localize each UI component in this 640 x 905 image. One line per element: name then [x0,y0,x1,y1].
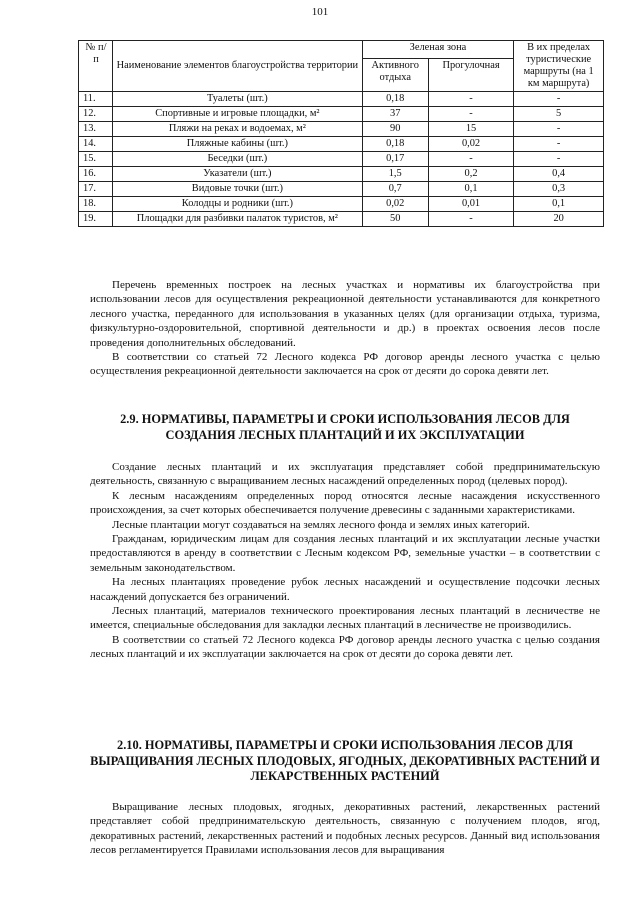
row-active: 90 [362,122,428,137]
header-walking: Прогулочная [428,59,513,92]
row-name: Беседки (шт.) [113,152,363,167]
row-name: Видовые точки (шт.) [113,182,363,197]
table-row [79,92,604,107]
row-name: Туалеты (шт.) [113,92,363,107]
row-name: Пляжи на реках и водоемах, м² [113,122,363,137]
paragraph: Гражданам, юридическим лицам для создания лесных плантаций и их эксплуатации лесные участки предоставляются в аренду в соответствии с Лесным кодексом РФ, земельные участки – в соответствии с земельным законодательством. [90,533,600,574]
table-row [79,107,604,122]
row-walking: - [428,212,513,227]
section-heading-2-9: 2.9. НОРМАТИВЫ, ПАРАМЕТРЫ И СРОКИ ИСПОЛЬЗОВАНИЯ ЛЕСОВ ДЛЯ СОЗДАНИЯ ЛЕСНЫХ ПЛАНТАЦИЙ И ИХ ЭКСПЛУАТАЦИИ [120,412,570,442]
row-walking: 0,02 [428,137,513,152]
page-number: 101 [311,6,329,18]
header-routes: В их пределах туристические маршруты (на 1 км маршрута) [514,41,604,92]
row-routes: - [514,137,604,152]
table-row [79,122,604,137]
row-active: 0,02 [362,197,428,212]
section-heading-2-10: 2.10. НОРМАТИВЫ, ПАРАМЕТРЫ И СРОКИ ИСПОЛЬЗОВАНИЯ ЛЕСОВ ДЛЯ ВЫРАЩИВАНИЯ ЛЕСНЫХ ПЛОДОВЫХ, ЯГОДНЫХ, ДЕКОРАТИВНЫХ РАСТЕНИЙ И ЛЕКАРСТВЕННЫХ РАСТЕНИЙ [90,738,600,783]
row-num: 11. [79,92,113,107]
row-routes: - [514,152,604,167]
row-num: 12. [79,107,113,122]
table-row [79,182,604,197]
table-row [79,137,604,152]
row-routes: 5 [514,107,604,122]
table-row [79,152,604,167]
row-num: 15. [79,152,113,167]
row-num: 13. [79,122,113,137]
row-walking: 15 [428,122,513,137]
paragraph: К лесным насаждениям определенных пород относятся лесные насаждения искусственного происхождения, за счет которых обеспечивается получение древесины с заданными характеристиками. [90,489,600,517]
row-active: 1,5 [362,167,428,182]
header-num: № п/п [79,41,113,92]
paragraph: Перечень временных построек на лесных участках и нормативы их благоустройства при использовании лесов для осуществления рекреационной деятельности устанавливаются для конкретного лесного участка, переданного для использования в указанных целях (для организации отдыха, туризма, физкультурно-оздоровительной, спортивной деятельности и др.) в проектах освоения лесов после проведения дополнительных обследований. [90,279,600,349]
paragraph: В соответствии со статьей 72 Лесного кодекса РФ договор аренды лесного участка с целью осуществления рекреационной деятельности заключается на срок от десяти до сорока девяти лет. [90,351,600,378]
paragraph: Лесные плантации могут создаваться на землях лесного фонда и землях иных категорий. [112,518,530,531]
section-2-9-text [90,460,600,662]
row-active: 0,17 [362,152,428,167]
row-name: Пляжные кабины (шт.) [113,137,363,152]
paragraph: Лесных плантаций, материалов технического проектирования лесных плантаций в лесничестве не имеется, специальные обследования для закладки лесных плантаций в лесничестве не производились. [90,605,600,632]
row-walking: - [428,107,513,122]
table-row [79,167,604,182]
row-name: Колодцы и родники (шт.) [113,197,363,212]
norms-table [78,40,604,227]
table-row [79,212,604,227]
header-active-rest: Активного отдыха [362,59,428,92]
row-walking: - [428,152,513,167]
row-name: Спортивные и игровые площадки, м² [113,107,363,122]
row-walking: 0,01 [428,197,513,212]
row-active: 0,7 [362,182,428,197]
paragraph: Создание лесных плантаций и их эксплуатация представляет собой предпринимательскую деятельность, связанную с выращиванием лесных насаждений определенных пород (целевых пород). [90,461,600,488]
row-routes: 0,1 [514,197,604,212]
section-2-10-text [90,800,600,858]
row-active: 0,18 [362,137,428,152]
row-num: 19. [79,212,113,227]
paragraph: Выращивание лесных плодовых, ягодных, декоративных растений, лекарственных растений представляет собой предпринимательскую деятельность, связанную с получением плодов, ягод, декоративных растений, лекарственных растений и подобных лесных ресурсов. Данный вид использования лесов регламентируется Правилами использования лесов для выращивания [90,801,600,857]
row-num: 18. [79,197,113,212]
row-num: 14. [79,137,113,152]
row-walking: 0,1 [428,182,513,197]
row-routes: 20 [514,212,604,227]
row-active: 37 [362,107,428,122]
intro-text [90,278,600,379]
row-routes: - [514,122,604,137]
row-walking: - [428,92,513,107]
table-header-row [79,41,604,59]
paragraph: В соответствии со статьей 72 Лесного кодекса РФ договор аренды лесного участка с целью создания лесных плантаций и их эксплуатации заключается на срок от десяти до сорока девяти лет. [90,633,600,661]
header-name: Наименование элементов благоустройства территории [113,41,363,92]
header-green-zone: Зеленая зона [362,41,514,59]
row-num: 17. [79,182,113,197]
row-name: Указатели (шт.) [113,167,363,182]
table-row [79,197,604,212]
row-routes: 0,4 [514,167,604,182]
row-routes: 0,3 [514,182,604,197]
row-num: 16. [79,167,113,182]
row-routes: - [514,92,604,107]
paragraph: На лесных плантациях проведение рубок лесных насаждений и осуществление подсочки лесных насаждений допускается без ограничений. [90,576,600,603]
row-walking: 0,2 [428,167,513,182]
row-active: 0,18 [362,92,428,107]
row-name: Площадки для разбивки палаток туристов, м² [113,212,363,227]
row-active: 50 [362,212,428,227]
